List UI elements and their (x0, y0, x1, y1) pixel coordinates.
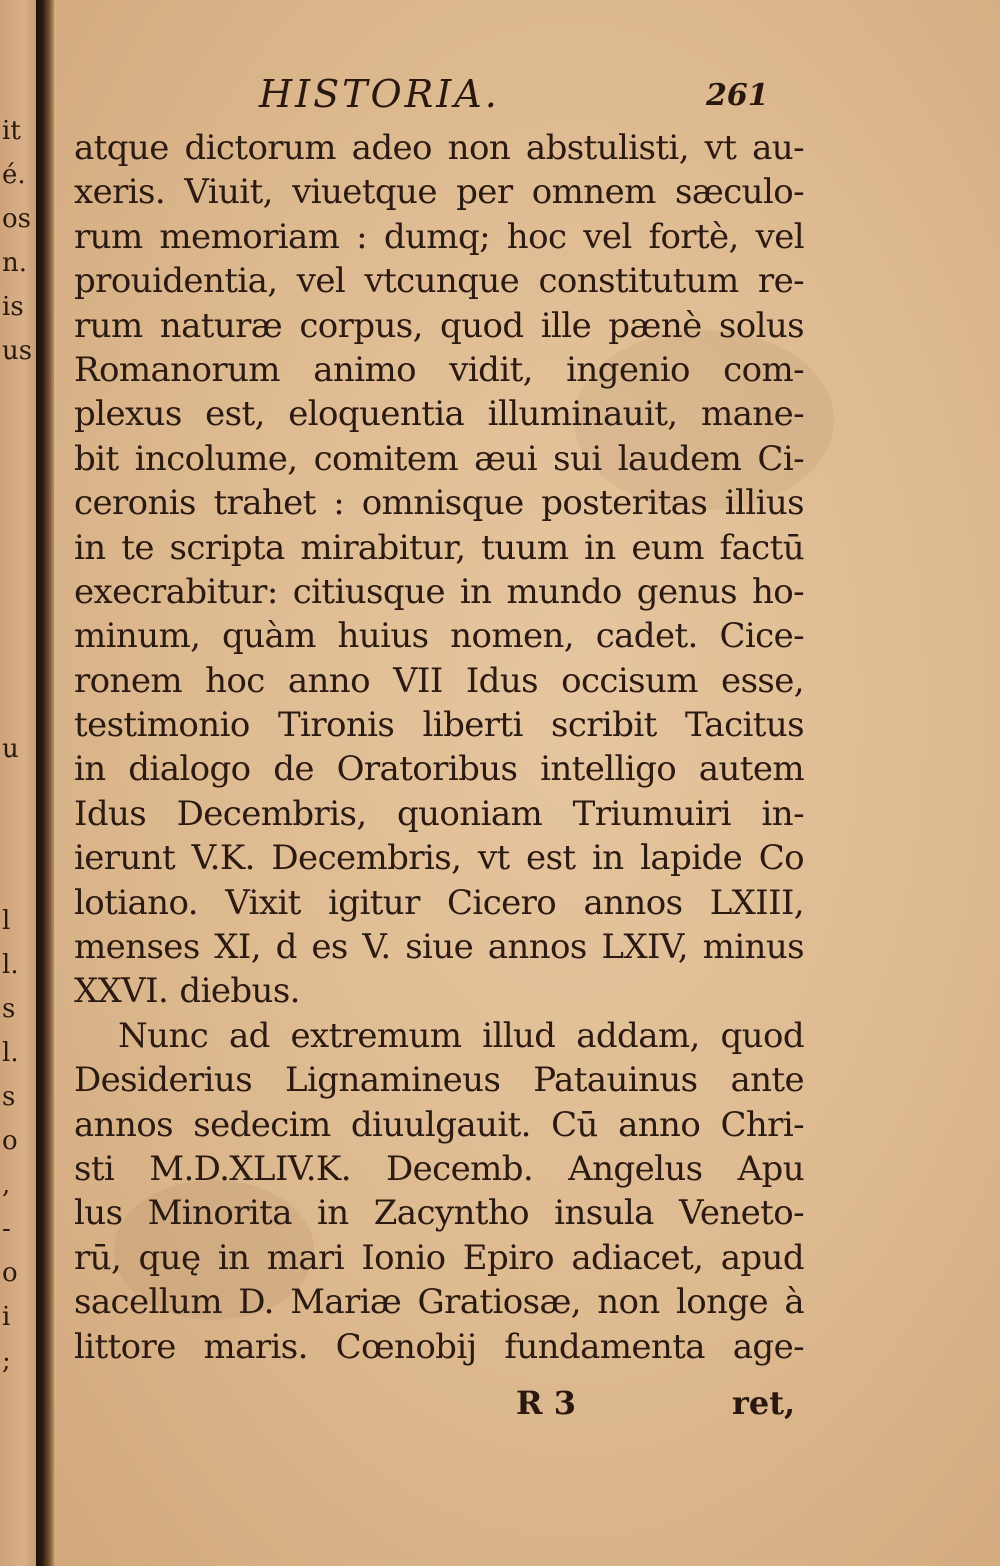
book-page (54, 0, 1000, 1566)
facing-page-fragment: é. (2, 160, 26, 190)
text-line: rum memoriam : dumq; hoc vel fortè, vel (74, 216, 804, 257)
facing-page-fragment: l. (2, 950, 19, 980)
text-line: testimonio Tironis liberti scribit Tacitus (74, 705, 804, 746)
facing-page-fragment: is (2, 292, 24, 322)
facing-page-fragment: - (2, 1214, 11, 1244)
text-line: ronem hoc anno VII Idus occisum esse, (74, 660, 804, 701)
facing-page-fragment: n. (2, 248, 28, 278)
text-line: plexus est, eloquentia illuminauit, mane- (74, 394, 804, 435)
text-line: XXVI. diebus. (74, 971, 300, 1012)
text-line: rum naturæ corpus, quod ille pænè solus (74, 305, 804, 346)
facing-page-fragment: l (2, 906, 11, 936)
text-line: minum, quàm huius nomen, cadet. Cice- (74, 616, 804, 657)
text-line: littore maris. Cœnobij fundamenta age- (74, 1326, 804, 1367)
facing-page-fragment: it (2, 116, 21, 146)
facing-page-fragment: o (2, 1126, 18, 1156)
text-line: lotiano. Vixit igitur Cicero annos LXIII, (74, 882, 804, 923)
text-line: sti M.D.XLIV.K. Decemb. Angelus Apu (74, 1148, 804, 1189)
binding-gutter (36, 0, 54, 1566)
signature-mark: R 3 (516, 1384, 576, 1422)
catchword: ret, (732, 1384, 796, 1422)
text-line: annos sedecim diuulgauit. Cū anno Chri- (74, 1104, 804, 1145)
text-line: Nunc ad extremum illud addam, quod (118, 1015, 804, 1056)
facing-page-fragment: l. (2, 1038, 19, 1068)
text-line: xeris. Viuit, viuetque per omnem sæculo- (74, 172, 804, 213)
text-line: sacellum D. Mariæ Gratiosæ, non longe à (74, 1282, 804, 1323)
text-line: rū, quę in mari Ionio Epiro adiacet, apud (74, 1237, 804, 1278)
facing-page-fragment: , (2, 1170, 11, 1200)
facing-page-fragment: u (2, 734, 19, 764)
running-title: HISTORIA. (259, 72, 500, 116)
facing-page-fragment: s (2, 1082, 16, 1112)
text-line: prouidentia, vel vtcunque constitutum re- (74, 261, 804, 302)
text-line: lus Minorita in Zacyntho insula Veneto- (74, 1193, 804, 1234)
facing-page-fragment: us (2, 336, 33, 366)
facing-page-fragment: s (2, 994, 16, 1024)
text-line: bit incolume, comitem æui sui laudem Ci- (74, 438, 804, 479)
text-line: Desiderius Lignamineus Patauinus ante (74, 1060, 804, 1101)
running-head (54, 70, 1000, 120)
facing-page-fragment: i (2, 1302, 11, 1332)
text-line: ierunt V.K. Decembris, vt est in lapide Co (74, 838, 804, 879)
text-line: Romanorum animo vidit, ingenio com- (74, 349, 804, 390)
direction-line (54, 1384, 1000, 1428)
text-line: menses XI, d es V. siue annos LXIV, minus (74, 927, 804, 968)
facing-page-edge (0, 0, 36, 1566)
page-number: 261 (706, 78, 769, 113)
text-line: Idus Decembris, quoniam Triumuiri in- (74, 793, 804, 834)
facing-page-fragment: o (2, 1258, 18, 1288)
text-line: ceronis trahet : omnisque posteritas illius (74, 483, 804, 524)
body-text (74, 126, 804, 1369)
text-line: in te scripta mirabitur, tuum in eum factū (74, 527, 804, 568)
text-line: atque dictorum adeo non abstulisti, vt au- (74, 128, 804, 168)
text-line: in dialogo de Oratoribus intelligo autem (74, 749, 804, 790)
facing-page-fragment: ; (2, 1346, 11, 1376)
text-line: execrabitur: citiusque in mundo genus ho- (74, 571, 804, 612)
facing-page-fragment: os (2, 204, 31, 234)
